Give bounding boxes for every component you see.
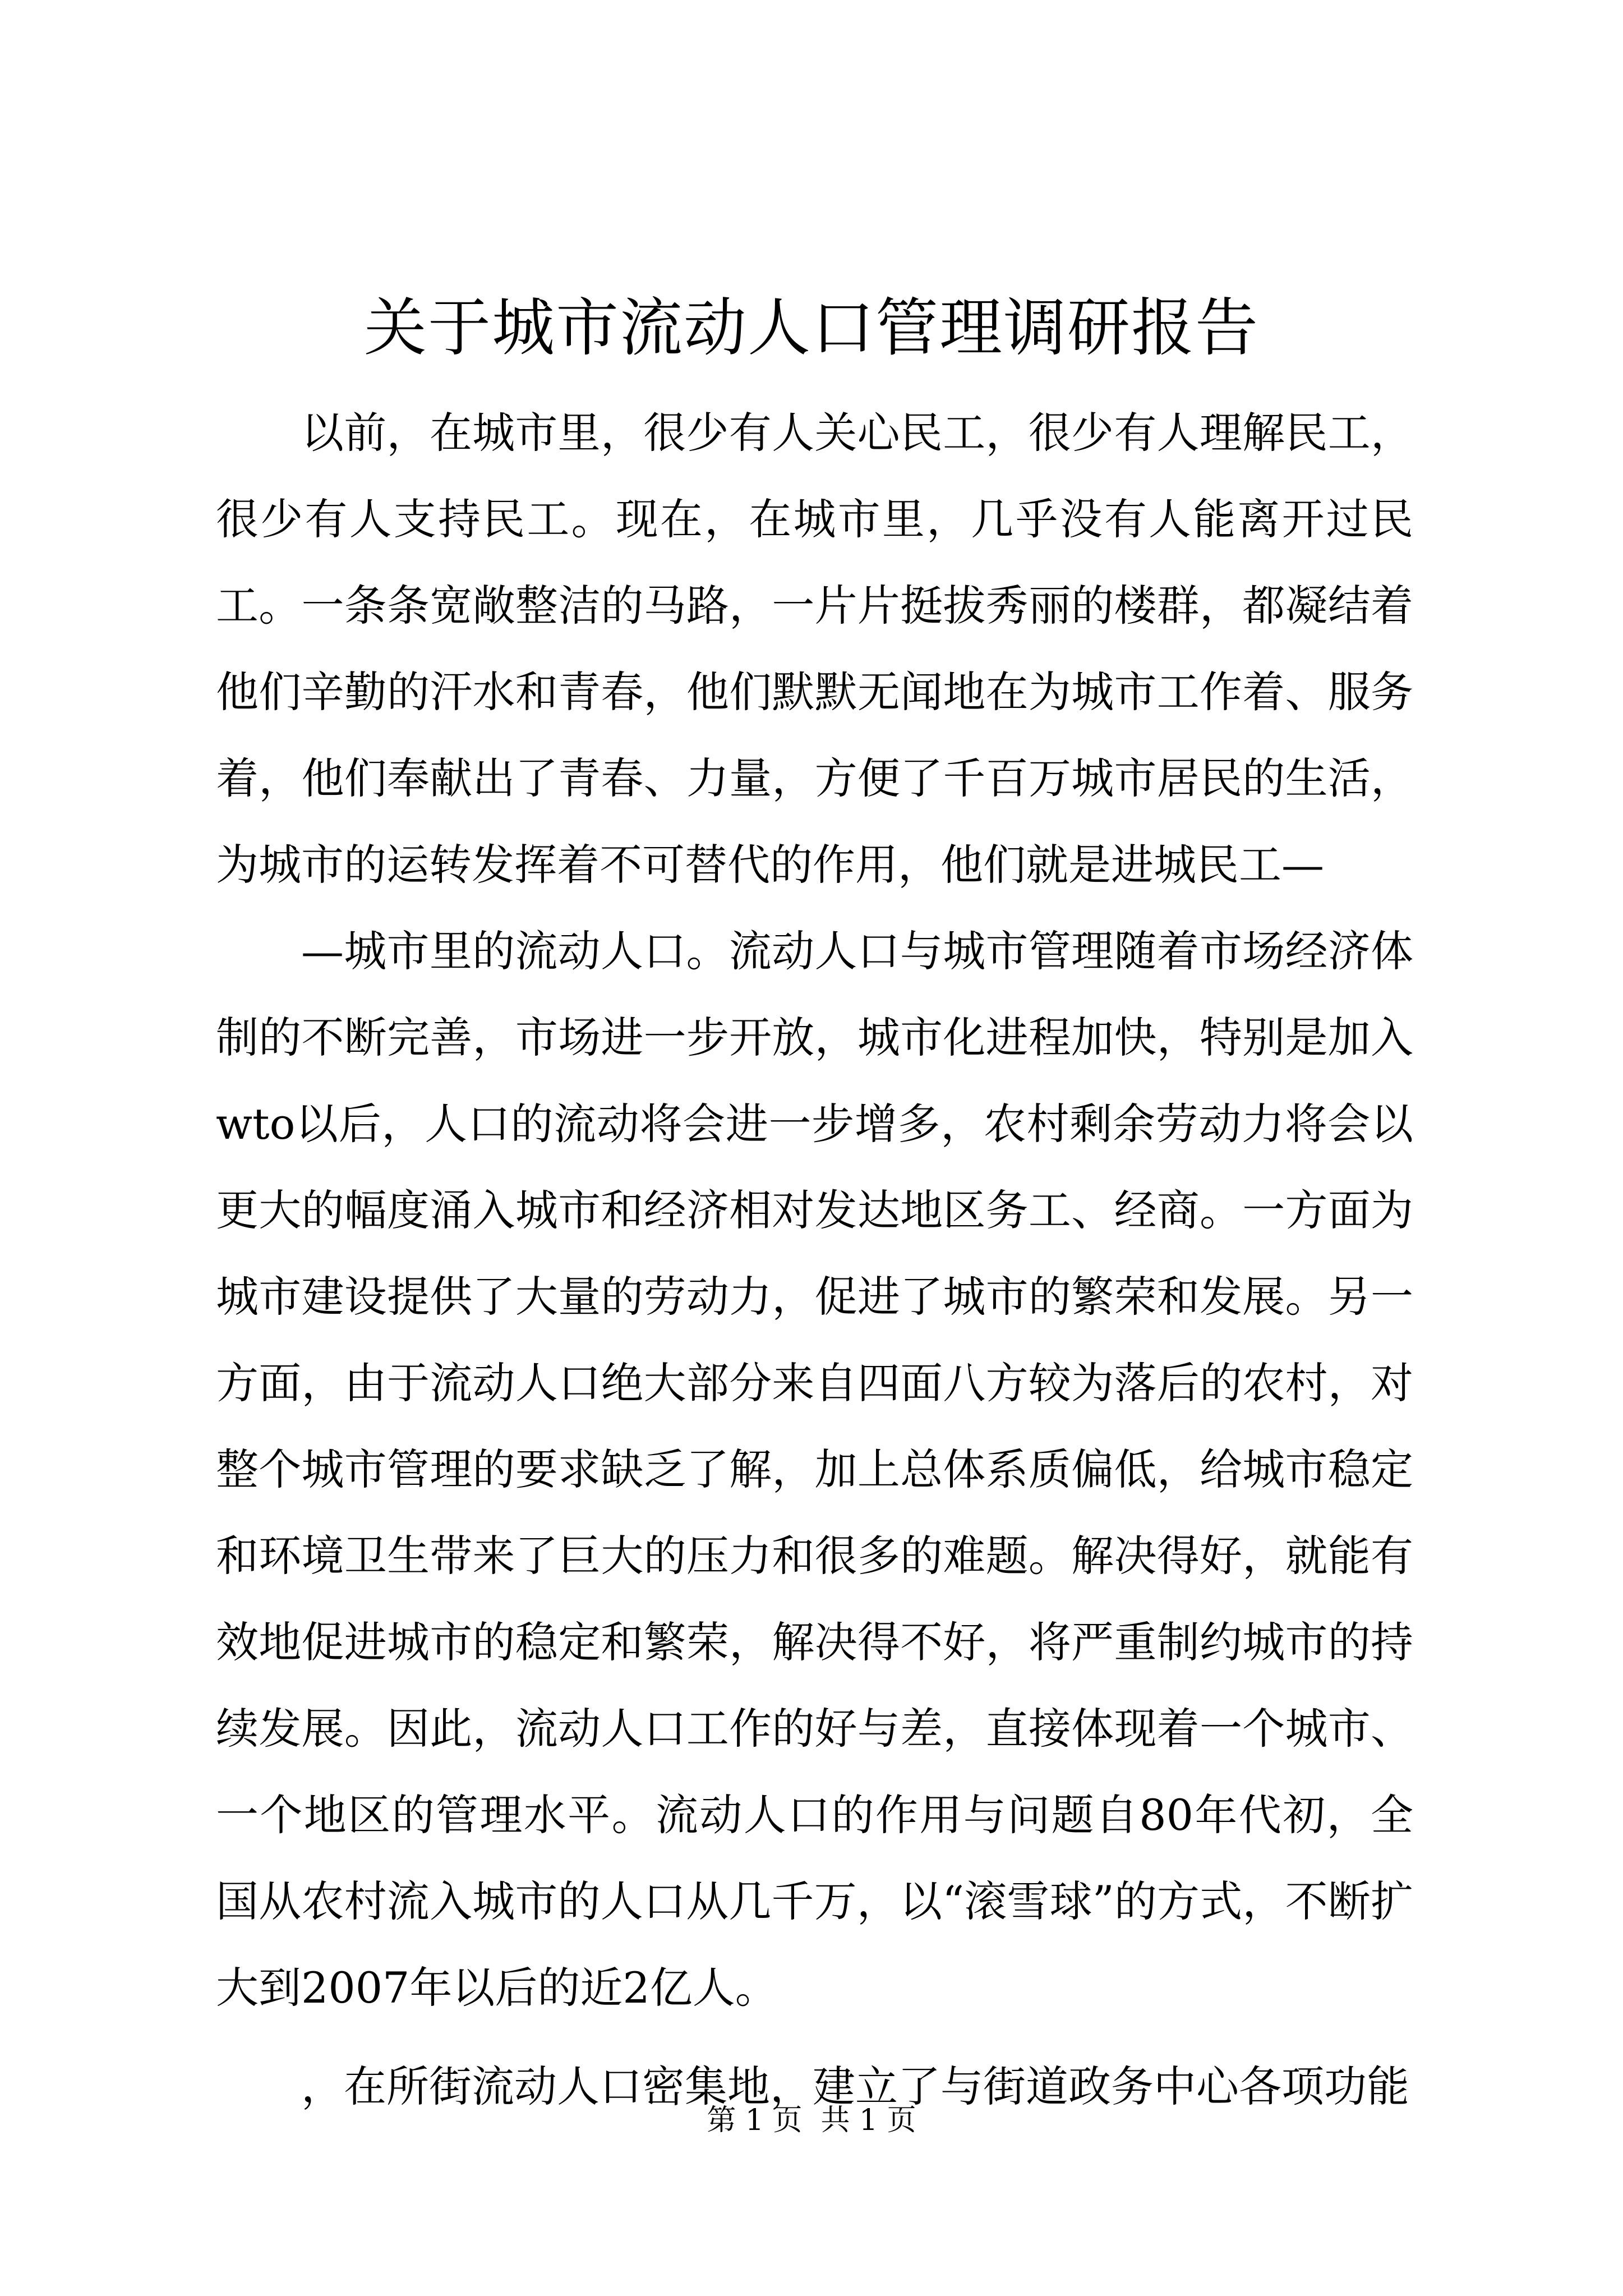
paragraph-1: 以前，在城市里，很少有人关心民工，很少有人理解民工，很少有人支持民工。现在，在城市里，几乎没有人能离开过民工。一条条宽敞整洁的马路，一片片挺拔秀丽的楼群，都凝结着他们辛勤的汗水和青春，他们默默无闻地在为城市工作着、服务着，他们奉献出了青春、力量，方便了千百万城市居民的生活，为城市的运转发挥着不可替代的作用，他们就是进城民工— bbox=[216, 408, 1413, 890]
paragraph-2: —城市里的流动人口。流动人口与城市管理随着市场经济体制的不断完善，市场进一步开放，城市化进程加快，特别是加入wto以后，人口的流动将会进一步增多，农村剩余劳动力将会以更大的幅度涌入城市和经济相对发达地区务工、经商。一方面为城市建设提供了大量的劳动力，促进了城市的繁荣和发展。另一方面，由于流动人口绝大部分来自四面八方较为落后的农村，对整个城市管理的要求缺乏了解，加上总体系质偏低，给城市稳定和环境卫生带来了巨大的压力和很多的难题。解决得好，就能有效地促进城市的稳定和繁荣，解决得不好，将严重制约城市的持续发展。因此，流动人口工作的好与差，直接体现着一个城市、一个地区的管理水平。流动人口的作用与问题自80年代初，全国从农村流入城市的人口从几千万，以“滚雪球”的方式，不断扩大到2007年以后的近2亿人。 bbox=[216, 926, 1413, 2013]
document-title: 关于城市流动人口管理调研报告 bbox=[364, 292, 1259, 365]
page-footer bbox=[0, 2101, 1623, 2140]
document-body bbox=[216, 390, 1413, 2130]
paragraph-3: ，在所街流动人口密集地，建立了与街道政务中心各项功能 bbox=[301, 2062, 1409, 2111]
page-number-label: 第 1 页 共 1 页 bbox=[707, 2104, 916, 2137]
